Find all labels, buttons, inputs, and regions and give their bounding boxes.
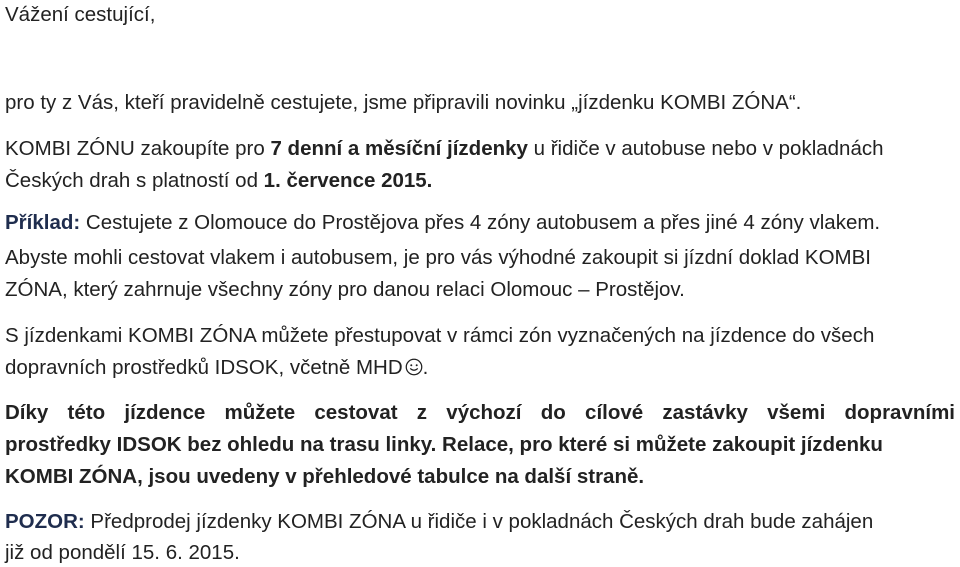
example-line-3: ZÓNA, který zahrnuje všechny zóny pro danou relaci Olomouc – Prostějov. xyxy=(5,278,685,301)
emphasis-line-3: KOMBI ZÓNA, jsou uvedeny v přehledové tabulce na další straně. xyxy=(5,465,645,488)
transfer-line-1: S jízdenkami KOMBI ZÓNA můžete přestupovat v rámci zón vyznačených na jízdence do všech xyxy=(5,324,875,347)
notice-text-1: Předprodej jízdenky KOMBI ZÓNA u řidiče i v pokladnách Českých drah bude zahájen xyxy=(84,510,874,533)
purchase-valid-date: 1. července 2015. xyxy=(263,169,433,192)
emphasis-line-1: Díky této jízdence můžete cestovat z výchozí do cílové zastávky všemi dopravními xyxy=(5,401,955,424)
smiley-icon xyxy=(405,358,423,376)
transfer-text-2: dopravních prostředků IDSOK, včetně MHD xyxy=(5,356,403,379)
notice-label: POZOR: xyxy=(5,510,85,533)
purchase-line-2 xyxy=(5,168,432,194)
notice-line-2: již od pondělí 15. 6. 2015. xyxy=(5,541,240,564)
example-line-2: Abyste mohli cestovat vlakem i autobusem, je pro vás výhodné zakoupit si jízdní doklad KOMBI xyxy=(5,246,871,269)
example-line-1 xyxy=(5,210,880,236)
intro-paragraph: pro ty z Vás, kteří pravidelně cestujete, jsme připravili novinku „jízdenku KOMBI ZÓNA“. xyxy=(5,91,802,114)
purchase-ticket-types: 7 denní a měsíční jízdenky xyxy=(270,137,528,160)
transfer-text-end: . xyxy=(422,356,429,379)
notice-line-1 xyxy=(5,509,873,535)
purchase-text-mid: u řidiče v autobuse nebo v pokladnách xyxy=(527,137,884,160)
example-text-1: Cestujete z Olomouce do Prostějova přes 4 zóny autobusem a přes jiné 4 zóny vlakem. xyxy=(80,211,881,234)
purchase-line-1 xyxy=(5,136,884,162)
example-label: Příklad: xyxy=(5,211,81,234)
purchase-text-line2: Českých drah s platností od xyxy=(5,169,264,192)
transfer-line-2 xyxy=(5,355,428,381)
greeting: Vážení cestující, xyxy=(5,3,156,26)
emphasis-line-2: prostředky IDSOK bez ohledu na trasu linky. Relace, pro které si můžete zakoupit jízdenku xyxy=(5,433,883,456)
purchase-text-pre: KOMBI ZÓNU zakoupíte pro xyxy=(5,137,271,160)
